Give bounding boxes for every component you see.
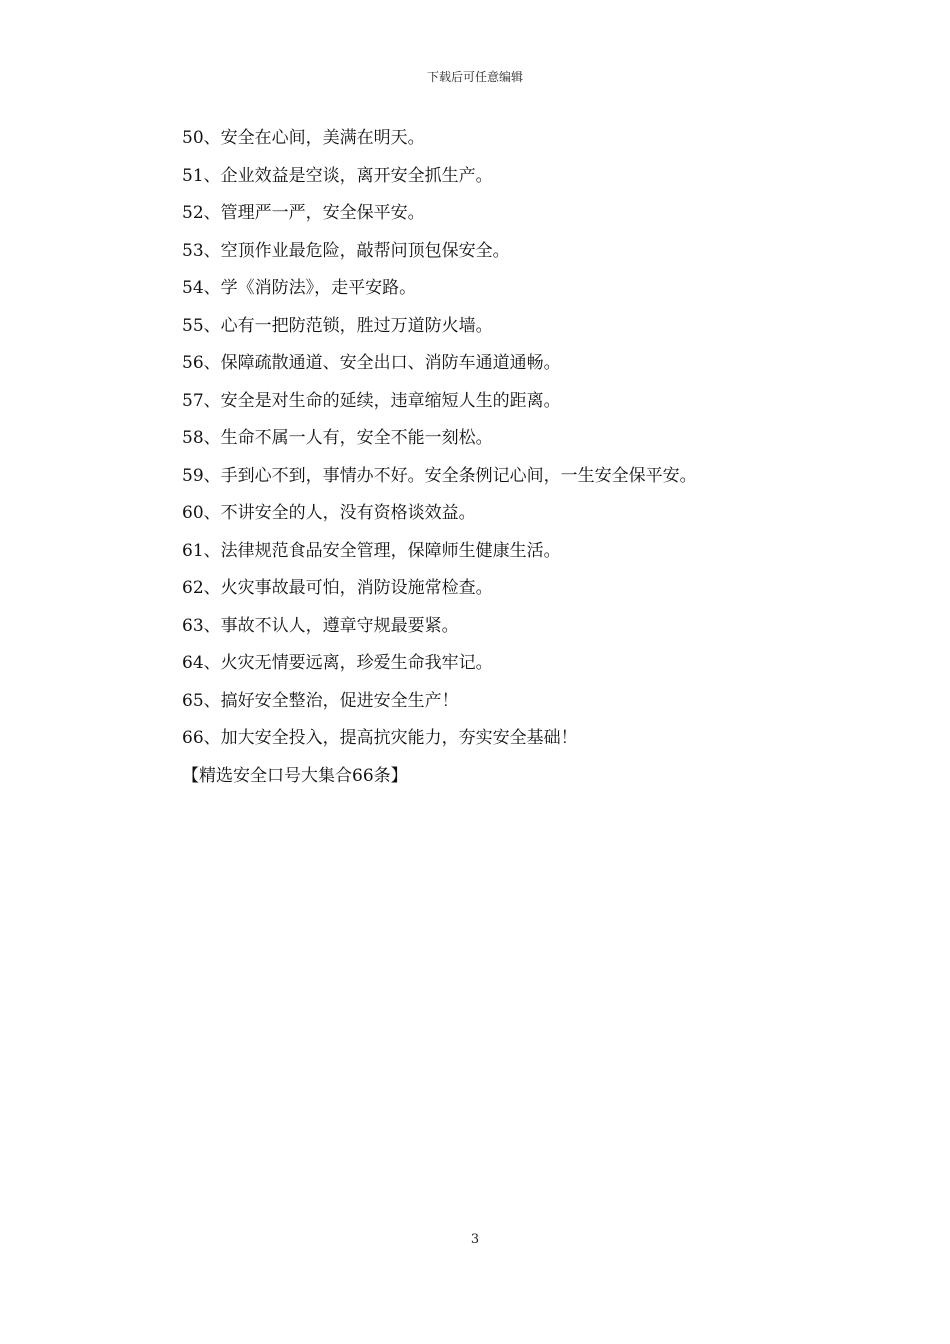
list-item: 58、生命不属一人有，安全不能一刻松。 — [182, 428, 493, 448]
list-item: 54、学《消防法》，走平安路。 — [182, 278, 417, 298]
list-item: 66、加大安全投入，提高抗灾能力，夯实安全基础！ — [182, 728, 578, 748]
slogan-list — [182, 124, 882, 762]
list-item: 61、法律规范食品安全管理，保障师生健康生活。 — [182, 540, 561, 561]
list-item: 59、手到心不到，事情办不好。安全条例记心间，一生安全保平安。 — [182, 465, 697, 486]
list-item: 57、安全是对生命的延续，违章缩短人生的距离。 — [182, 390, 561, 411]
page-header: 下载后可任意编辑 — [426, 70, 523, 84]
list-item: 63、事故不认人，遵章守规最要紧。 — [182, 615, 459, 636]
list-item: 60、不讲安全的人，没有资格谈效益。 — [182, 503, 476, 523]
list-item: 64、火灾无情要远离，珍爱生命我牢记。 — [182, 653, 493, 673]
page-number: 3 — [470, 1232, 480, 1247]
list-item: 62、火灾事故最可怕，消防设施常检查。 — [182, 578, 493, 598]
list-item: 52、管理严一严，安全保平安。 — [182, 203, 425, 223]
list-item: 53、空顶作业最危险，敲帮问顶包保安全。 — [182, 240, 510, 261]
list-item: 55、心有一把防范锁，胜过万道防火墙。 — [182, 315, 493, 336]
list-item: 56、保障疏散通道、安全出口、消防车通道通畅。 — [182, 353, 561, 373]
list-item: 50、安全在心间，美满在明天。 — [182, 128, 425, 148]
collection-title: 【精选安全口号大集合66条】 — [182, 766, 408, 786]
list-item: 51、企业效益是空谈，离开安全抓生产。 — [182, 165, 493, 186]
list-item: 65、搞好安全整治，促进安全生产！ — [182, 690, 459, 711]
